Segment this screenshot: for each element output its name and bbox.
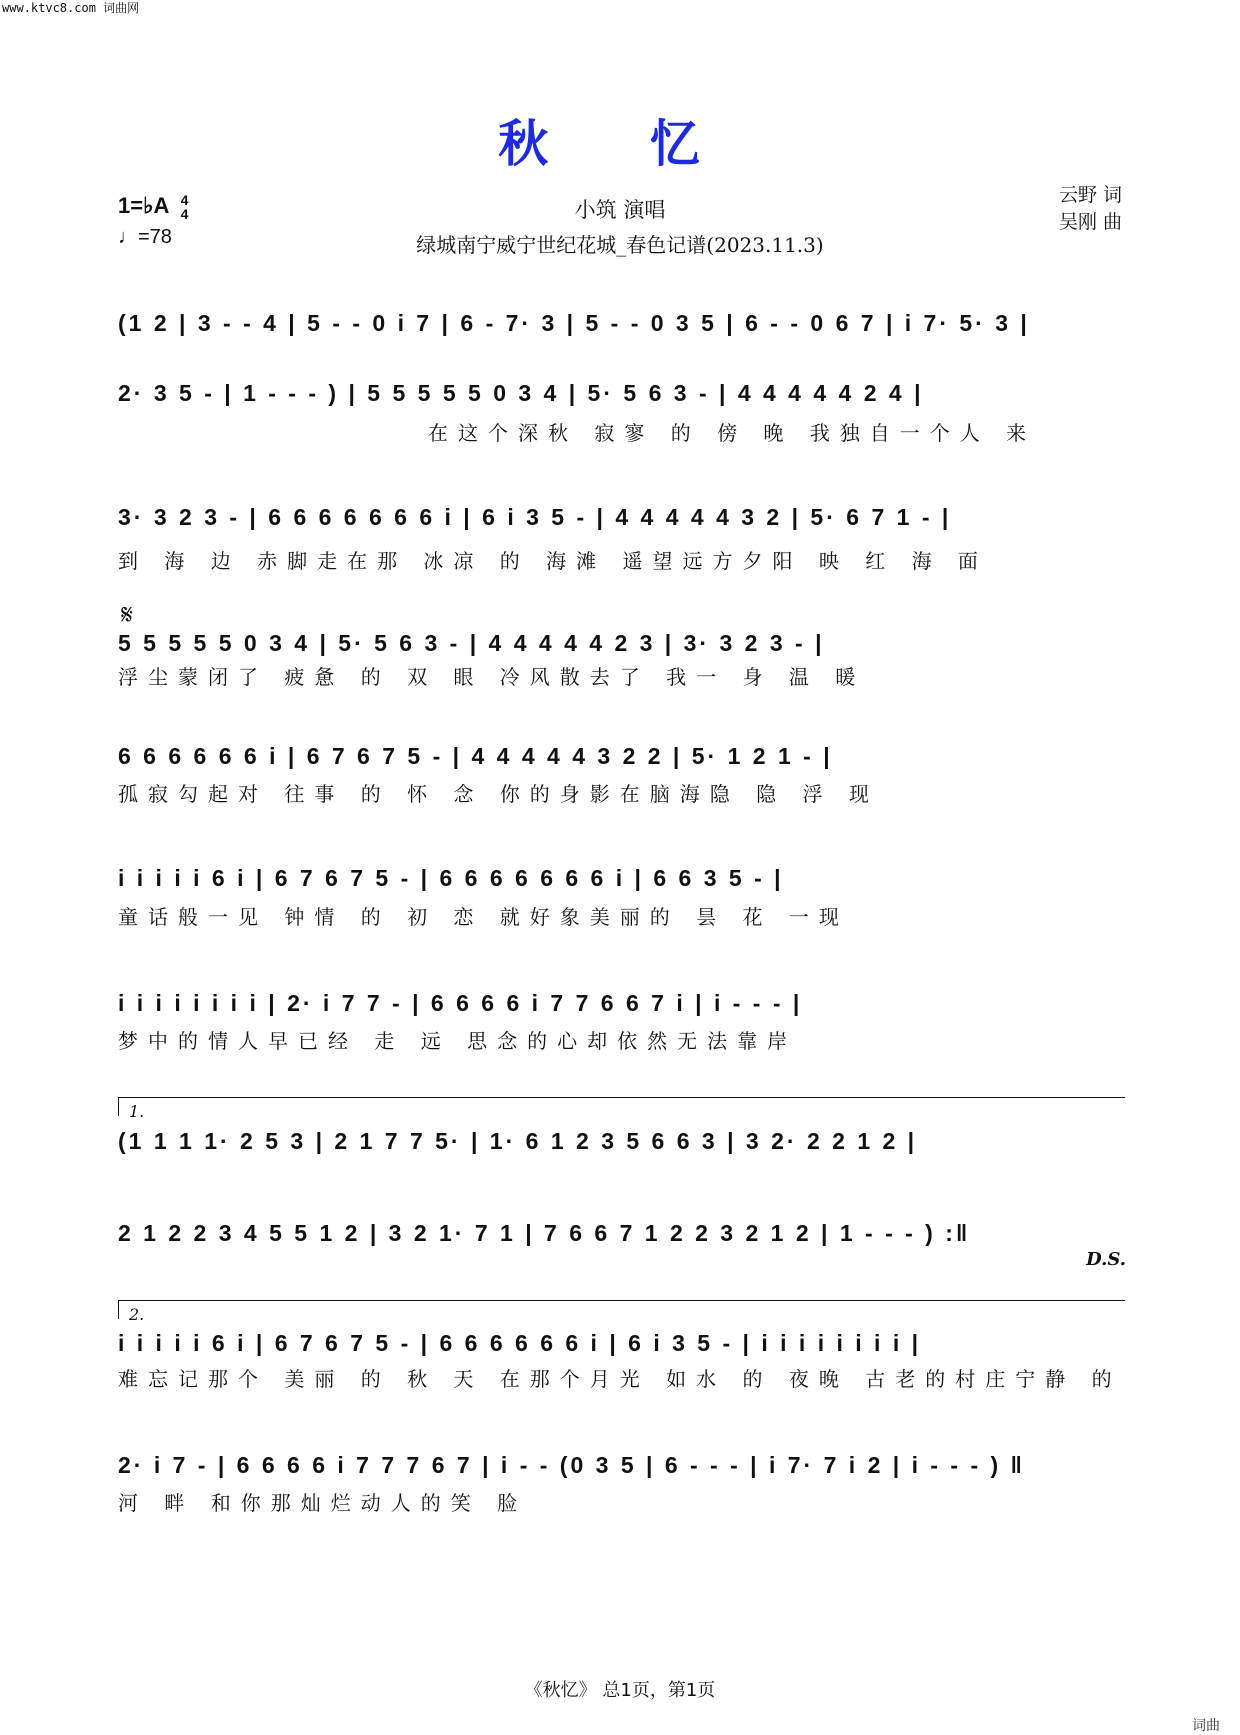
lyric-line-5: 童话般一见 钟情 的 初 恋 就好象美丽的 昙 花 一现 bbox=[118, 905, 849, 929]
notation-line-4: 5 5 5 5 5 0 3 4 | 5· 5 6 3 - | 4 4 4 4 4 2 3 | 3· 3 2 3 - | bbox=[118, 630, 825, 656]
song-title: 秋 忆 bbox=[498, 114, 742, 173]
corner-mark: 词曲 bbox=[1192, 1718, 1220, 1734]
notation-line-10: i i i i i 6 i | 6 7 6 7 5 - | 6 6 6 6 6 6 i | 6 i 3 5 - | i i i i i i i i | bbox=[118, 1330, 922, 1356]
transcription-source: 绿城南宁威宁世纪花城_春色记谱(2023.11.3) bbox=[416, 233, 824, 257]
notation-line-11: 2· i 7 - | 6 6 6 6 i 7 7 7 6 7 | i - - (0 3 5 | 6 - - - | i 7· 7 i 2 | i - - - ) ‖ bbox=[118, 1452, 1025, 1478]
notation-line-8: (1 1 1 1· 2 5 3 | 2 1 7 7 5· | 1· 6 1 2 3 5 6 6 3 | 3 2· 2 2 1 2 | bbox=[118, 1128, 918, 1154]
notation-line-5: 6 6 6 6 6 6 i | 6 7 6 7 5 - | 4 4 4 4 4 3 2 2 | 5· 1 2 1 - | bbox=[118, 743, 833, 769]
lyric-line-8: 河 畔 和你那灿烂动人的笑 脸 bbox=[118, 1491, 528, 1515]
time-top: 4 bbox=[180, 192, 189, 209]
segno-sign: 𝄋 bbox=[121, 598, 134, 631]
lyricist: 云野 词 bbox=[1058, 184, 1122, 206]
composer: 吴刚 曲 bbox=[1058, 211, 1122, 233]
notation-line-3: 3· 3 2 3 - | 6 6 6 6 6 6 6 i | 6 i 3 5 - | 4 4 4 4 4 3 2 | 5· 6 7 1 - | bbox=[118, 504, 952, 530]
lyric-line-6: 梦中的情人早已经 走 远 思念的心却依然无法靠岸 bbox=[118, 1029, 798, 1053]
notation-line-7: i i i i i i i i | 2· i 7 7 - | 6 6 6 6 i 7 7 6 6 7 i | i - - - | bbox=[118, 990, 803, 1016]
singer: 小筑 演唱 bbox=[574, 198, 666, 222]
notation-line-9: 2 1 2 2 3 4 5 5 1 2 | 3 2 1· 7 1 | 7 6 6 7 1 2 2 3 2 1 2 | 1 - - - ) :‖ bbox=[118, 1220, 971, 1246]
lyric-line-3: 浮尘蒙闭了 疲惫 的 双 眼 冷风散去了 我一 身 温 暖 bbox=[118, 665, 866, 689]
watermark: www.ktvc8.com 词曲网 bbox=[2, 1, 140, 15]
ending-2-label: 2. bbox=[129, 1305, 145, 1324]
lyric-line-4: 孤寂勾起对 往事 的 怀 念 你的身影在脑海隐 隐 浮 现 bbox=[118, 782, 879, 806]
notation-line-6: i i i i i 6 i | 6 7 6 7 5 - | 6 6 6 6 6 6 6 i | 6 6 3 5 - | bbox=[118, 865, 784, 891]
lyric-line-7: 难忘记那个 美丽 的 秋 天 在那个月光 如水 的 夜晚 古老的村庄宁静 的 bbox=[118, 1367, 1122, 1391]
ending-bracket-2 bbox=[118, 1300, 1125, 1324]
time-bottom: 4 bbox=[180, 206, 189, 223]
page-footer: 《秋忆》 总1页，第1页 bbox=[524, 1680, 716, 1701]
lyric-line-1: 在这个深秋 寂寥 的 傍 晚 我独自一个人 来 bbox=[428, 421, 1037, 445]
ending-bracket-1 bbox=[118, 1097, 1125, 1121]
ending-1-label: 1. bbox=[129, 1102, 145, 1121]
lyric-line-2: 到 海 边 赤脚走在那 冰凉 的 海滩 遥望远方夕阳 映 红 海 面 bbox=[118, 549, 988, 573]
notation-line-1: (1 2 | 3 - - 4 | 5 - - 0 i 7 | 6 - 7· 3 | 5 - - 0 3 5 | 6 - - 0 6 7 | i 7· 5· 3 | bbox=[118, 310, 1030, 336]
dal-segno-mark: D.S. bbox=[1086, 1249, 1126, 1270]
notation-line-2: 2· 3 5 - | 1 - - - ) | 5 5 5 5 5 0 3 4 | 5· 5 6 3 - | 4 4 4 4 4 2 4 | bbox=[118, 380, 924, 406]
tempo: ♩=78 bbox=[118, 226, 172, 248]
key-label: 1=♭A bbox=[118, 193, 169, 218]
